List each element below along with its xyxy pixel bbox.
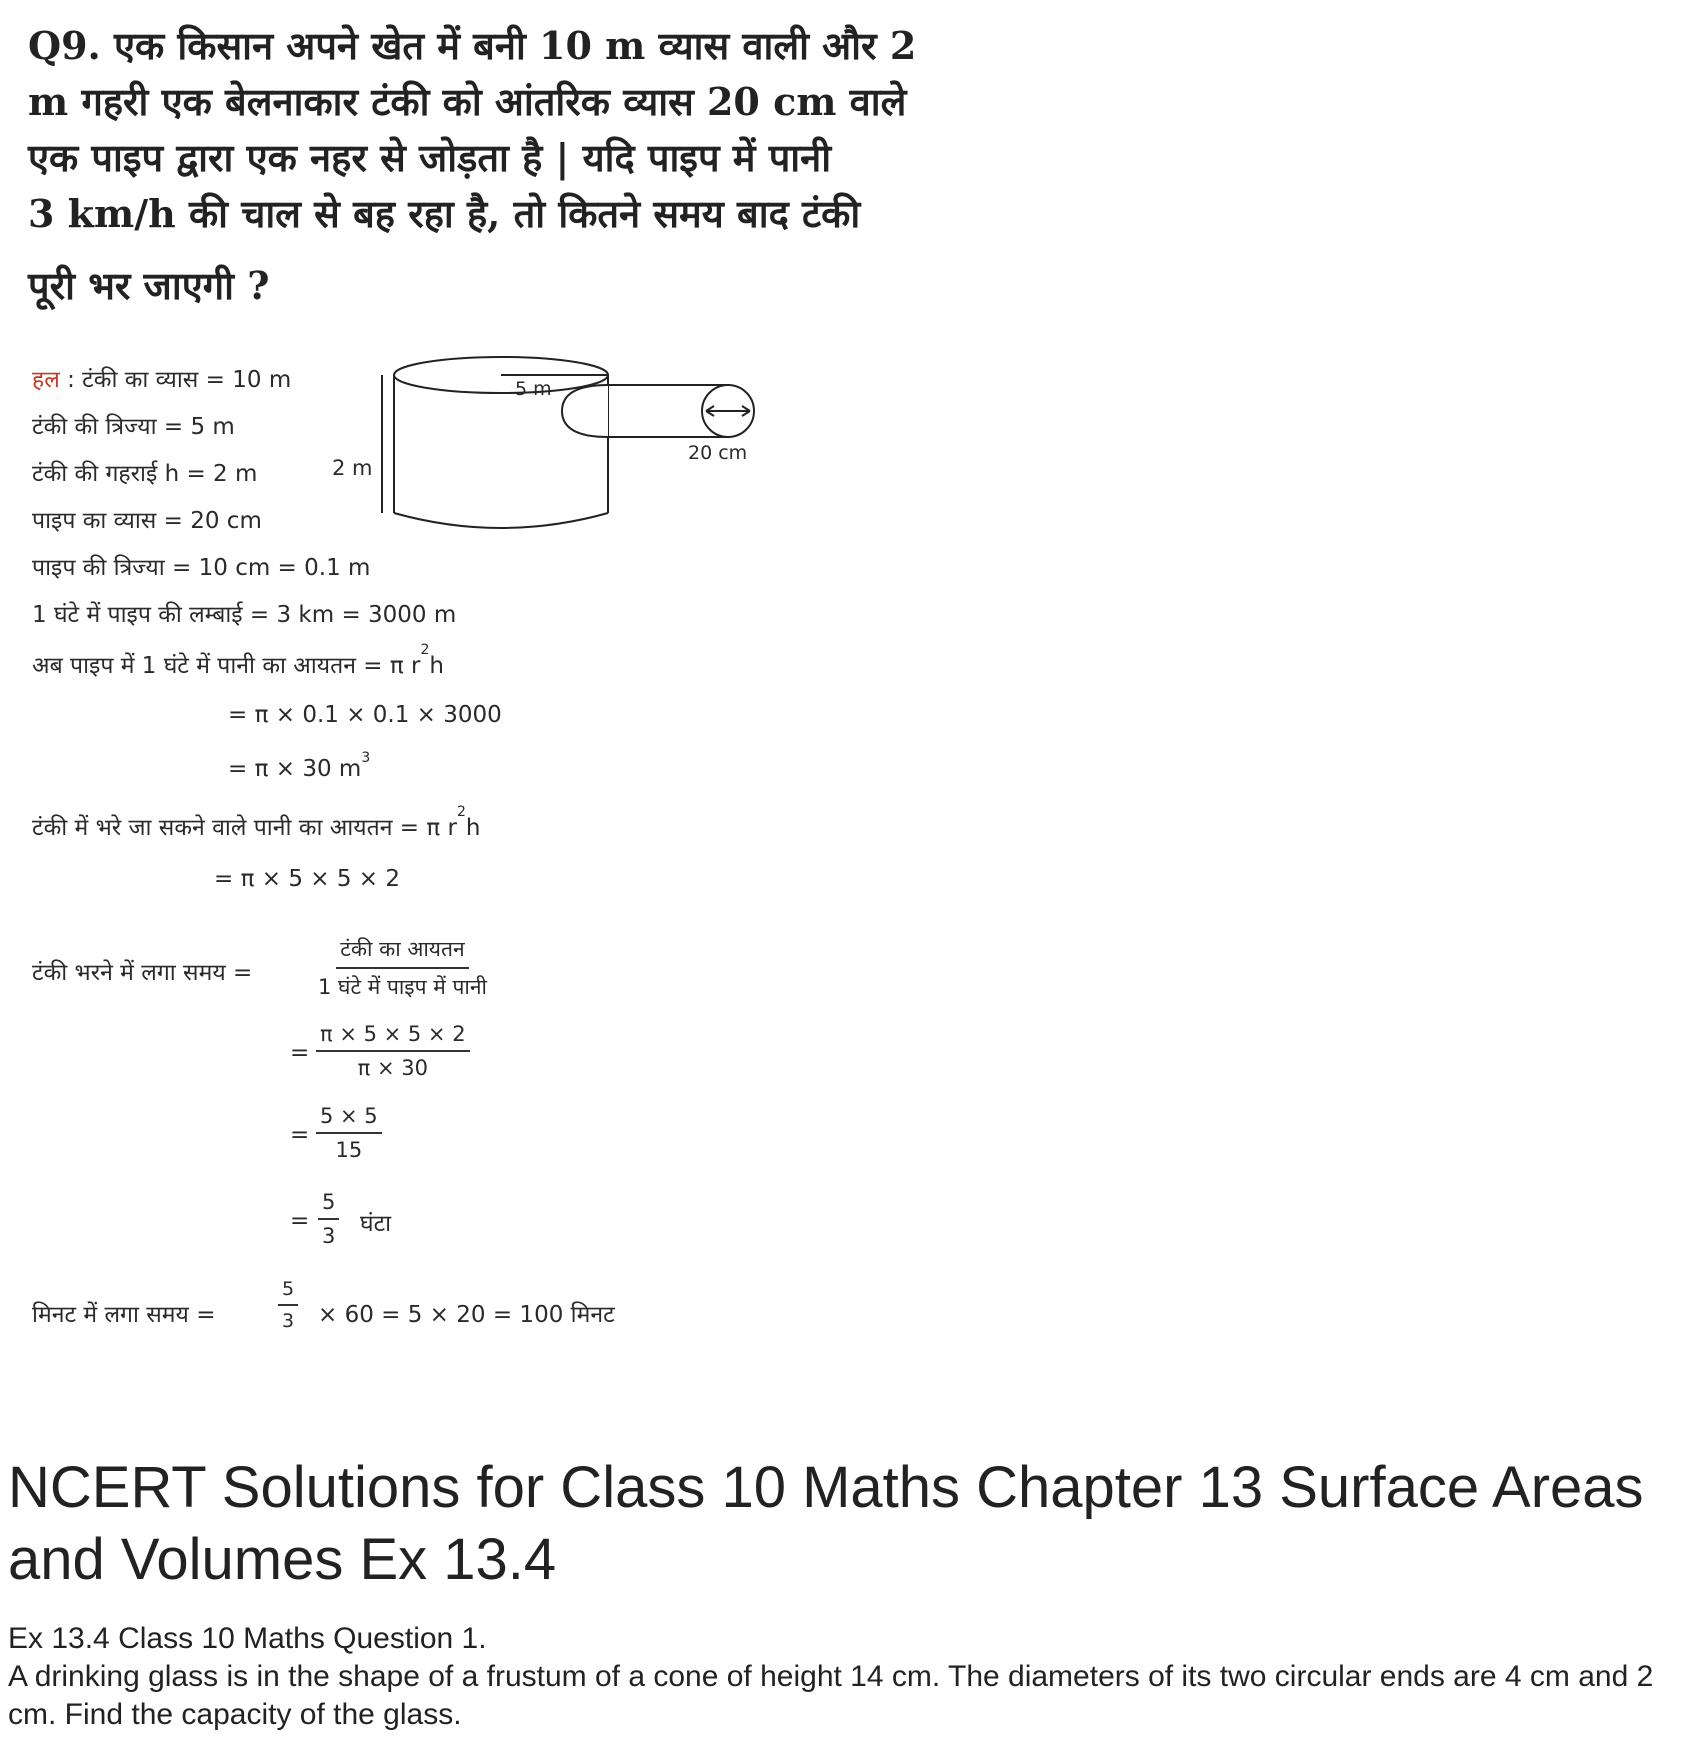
solution-given-3: टंकी की गहराई h = 2 m	[32, 461, 258, 487]
pipe-calc-2-text: = π × 30 m	[228, 756, 362, 782]
next-question-title: Ex 13.4 Class 10 Maths Question 1.	[8, 1622, 487, 1655]
hours-unit: घंटा	[360, 1211, 392, 1237]
question-line: पूरी भर जाएगी ?	[28, 263, 270, 308]
solution-given-5: पाइप की त्रिज्या = 10 cm = 0.1 m	[32, 555, 371, 581]
exponent: 3	[361, 750, 371, 766]
question-line: m गहरी एक बेलनाकार टंकी को आंतरिक व्यास 20 cm वाले	[28, 79, 907, 124]
minutes-label: मिनट में लगा समय =	[32, 1302, 216, 1328]
radius-label: 5 m	[515, 378, 552, 400]
pipe-label: 20 cm	[688, 442, 748, 464]
tank-bottom	[394, 513, 608, 528]
fraction-hours	[318, 1190, 339, 1248]
solution-given-1	[32, 362, 291, 394]
question-text	[28, 18, 1118, 314]
pipe-volume-label	[32, 642, 444, 680]
exponent: 2	[420, 642, 430, 658]
fraction-values	[316, 1022, 470, 1080]
fraction-denominator: π × 30	[357, 1056, 428, 1080]
pipe-volume-text: अब पाइप में 1 घंटे में पानी का आयतन = π r	[32, 653, 421, 679]
time-label: टंकी भरने में लगा समय =	[32, 960, 253, 986]
height-label: 2 m	[332, 456, 373, 480]
next-question	[8, 1620, 1698, 1734]
fraction-numerator: π × 5 × 5 × 2	[316, 1022, 470, 1052]
fraction-denominator: 3	[322, 1224, 336, 1248]
fraction-numerator: 5	[318, 1190, 339, 1220]
tank-volume-tail: h	[465, 815, 481, 841]
question-line: 3 km/h की चाल से बह रहा है, तो कितने समय बाद टंकी	[28, 191, 861, 236]
fraction-numerator: टंकी का आयतन	[336, 935, 468, 969]
pipe-calc-1: = π × 0.1 × 0.1 × 3000	[228, 702, 502, 728]
tank-pipe-diagram	[330, 345, 810, 545]
equals-sign: =	[290, 1040, 310, 1066]
fraction-numerator: 5 × 5	[316, 1104, 382, 1134]
question-line: Q9. एक किसान अपने खेत में बनी 10 m व्यास वाली और 2	[28, 23, 917, 68]
next-question-text: A drinking glass is in the shape of a frustum of a cone of height 14 cm. The diameters of its two circular ends are 4 cm and 2 cm. Find the capacity of the glass.	[8, 1660, 1654, 1731]
tank-calc: = π × 5 × 5 × 2	[214, 866, 401, 892]
solution-label: हल	[32, 367, 60, 393]
fraction-denominator: 15	[335, 1138, 363, 1162]
solution-given-2: टंकी की त्रिज्या = 5 m	[32, 414, 235, 440]
fraction-denominator: 1 घंटे में पाइप में पानी	[318, 975, 487, 999]
question-line: एक पाइप द्वारा एक नहर से जोड़ता है | यदि पाइप में पानी	[28, 135, 832, 180]
solution-given-4: पाइप का व्यास = 20 cm	[32, 508, 262, 534]
fraction-minutes	[278, 1278, 298, 1332]
fraction-denominator: 3	[282, 1310, 295, 1332]
tank-volume-text: टंकी में भरे जा सकने वाले पानी का आयतन = π r	[32, 815, 457, 841]
equals-sign: =	[290, 1122, 310, 1148]
page-heading: NCERT Solutions for Class 10 Maths Chapter 13 Surface Areas and Volumes Ex 13.4	[8, 1455, 1644, 1592]
equals-sign: =	[290, 1208, 310, 1234]
fraction-simplified	[316, 1104, 382, 1162]
pipe-volume-tail: h	[429, 653, 444, 679]
solution-given-6: 1 घंटे में पाइप की लम्बाई = 3 km = 3000 m	[32, 602, 457, 628]
solution-text: : टंकी का व्यास = 10 m	[67, 367, 292, 393]
tank-volume-label	[32, 804, 481, 842]
fraction-numerator: 5	[278, 1278, 298, 1306]
minutes-calc: × 60 = 5 × 20 = 100 मिनट	[318, 1302, 615, 1328]
exponent: 2	[456, 804, 466, 820]
fraction-volume-ratio	[318, 935, 487, 1001]
pipe-calc-2	[228, 750, 371, 782]
